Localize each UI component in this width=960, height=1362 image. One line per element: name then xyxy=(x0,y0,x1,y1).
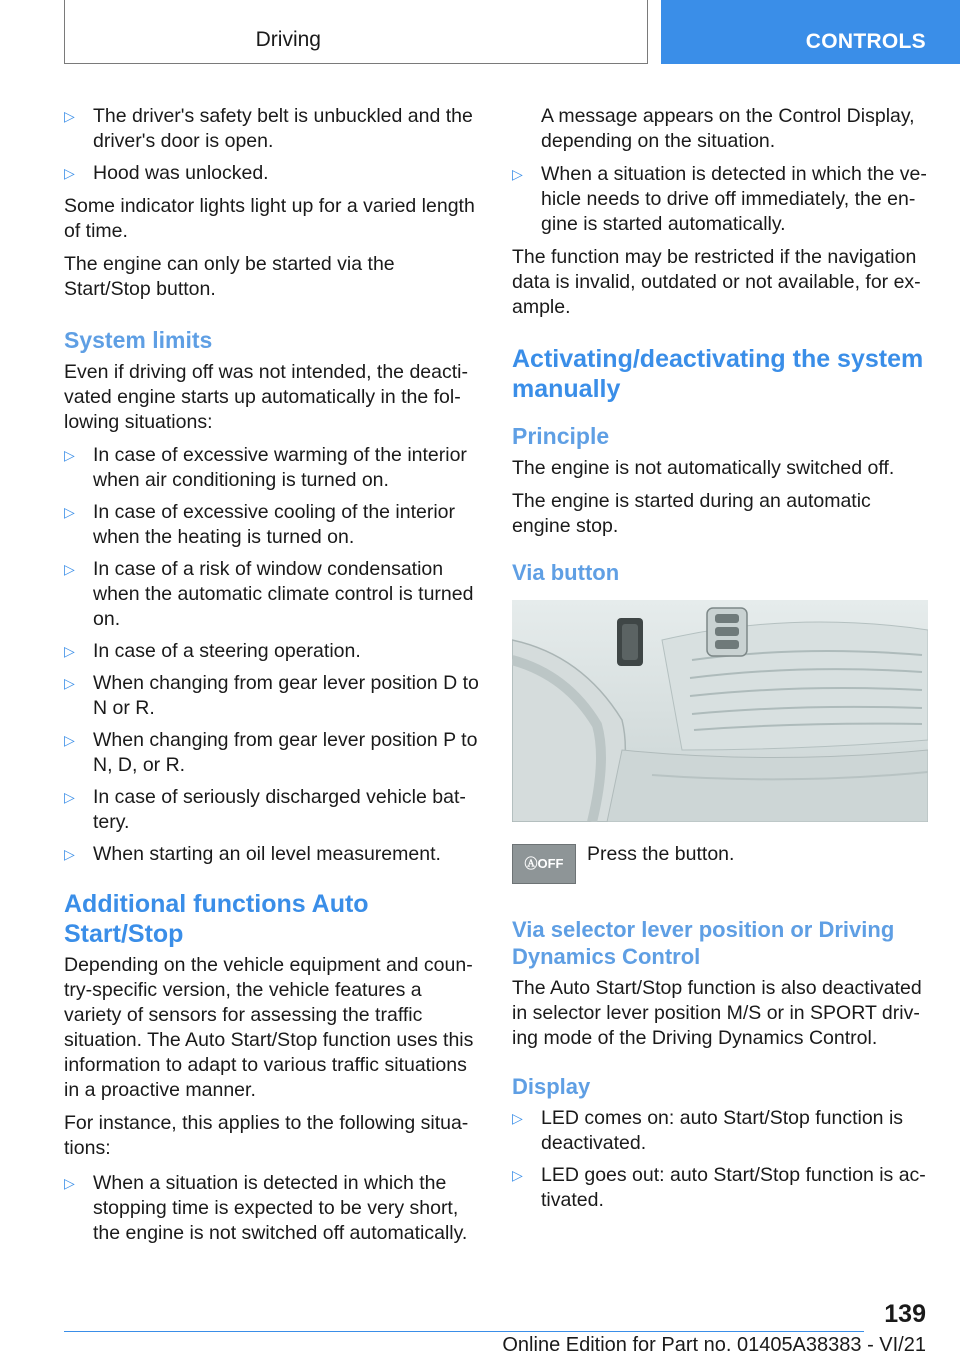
triangle-bullet-icon: ▷ xyxy=(64,643,75,659)
triangle-bullet-icon: ▷ xyxy=(64,846,75,862)
heading-system-limits: System limits xyxy=(64,327,213,353)
paragraph: The engine is not automatically switched off. xyxy=(512,457,895,479)
button-caption: Press the button. xyxy=(587,843,735,865)
paragraph: Some indicator lights light up for a varied length of time. xyxy=(64,195,475,242)
button-instruction-row xyxy=(512,844,928,894)
header-chapter-title: CONTROLS xyxy=(805,30,926,53)
triangle-bullet-icon: ▷ xyxy=(512,166,523,182)
right-column xyxy=(512,104,928,1221)
triangle-bullet-icon: ▷ xyxy=(64,504,75,520)
paragraph: The function may be restricted if the navigation data is invalid, outdated or not available, for ex-ample. xyxy=(512,246,921,318)
heading-display: Display xyxy=(512,1074,591,1099)
list-item: ▷ When changing from gear lever position D to N or R. xyxy=(64,672,479,719)
list-item: ▷ In case of excessive warming of the interior when air conditioning is turned on. xyxy=(64,444,467,491)
list-item: ▷ In case of a steering operation. xyxy=(64,640,361,662)
footer-divider xyxy=(64,1331,864,1332)
list-item: ▷ Hood was unlocked. xyxy=(64,162,269,184)
paragraph: Even if driving off was not intended, the deacti-vated engine starts up automatically in the fol-lowing situations: xyxy=(64,361,468,433)
list-item: ▷ When a situation is detected in which the ve-hicle needs to drive off immediately, the en-gine is started automatically. xyxy=(512,163,927,235)
list-item: ▷ In case of seriously discharged vehicle bat-tery. xyxy=(64,786,466,833)
bullet-list-display xyxy=(512,1106,928,1213)
triangle-bullet-icon: ▷ xyxy=(512,1110,523,1126)
triangle-bullet-icon: ▷ xyxy=(64,732,75,748)
list-item: ▷ The driver's safety belt is unbuckled and the driver's door is open. xyxy=(64,105,473,152)
dashboard-illustration-svg xyxy=(512,600,928,822)
list-item: ▷ In case of excessive cooling of the interior when the heating is turned on. xyxy=(64,501,456,548)
list-item: ▷ When changing from gear lever position P to N, D, or R. xyxy=(64,729,478,776)
page-number: 139 xyxy=(884,1300,926,1328)
triangle-bullet-icon: ▷ xyxy=(64,561,75,577)
paragraph: For instance, this applies to the following situa-tions: xyxy=(64,1112,469,1159)
dashboard-illustration xyxy=(512,600,928,822)
heading-via-button: Via button xyxy=(512,560,620,585)
footer-edition-text: Online Edition for Part no. 01405A38383 - VI/21 xyxy=(502,1334,926,1356)
bullet-list-start-conditions xyxy=(64,104,480,186)
heading-activating-deactivating: Activating/deactivating the system manually xyxy=(512,345,924,403)
heading-via-selector-lever: Via selector lever position or Driving Dynamics Control xyxy=(512,917,895,969)
auto-start-stop-off-icon: ⒶOFF xyxy=(512,844,576,884)
header-left-frame xyxy=(64,0,648,64)
triangle-bullet-icon: ▷ xyxy=(512,1167,523,1183)
heading-additional-functions: Additional functions Auto Start/Stop xyxy=(64,890,369,948)
paragraph: Depending on the vehicle equipment and coun-try-specific version, the vehicle features a variety of sensors for assessing the traffic situation. The Auto Start/Stop function uses this information to adapt to various traffic situations in a proactive manner. xyxy=(64,954,474,1101)
paragraph: The engine can only be started via the Start/Stop button. xyxy=(64,253,395,300)
bullet-list-situations-continued xyxy=(512,162,928,237)
triangle-bullet-icon: ▷ xyxy=(64,789,75,805)
continued-bullet-text: A message appears on the Control Display, depending on the situation. xyxy=(541,105,915,152)
triangle-bullet-icon: ▷ xyxy=(64,1175,75,1191)
bullet-list-situations xyxy=(64,1171,480,1246)
list-item: ▷ When a situation is detected in which the stopping time is expected to be very short, the engine is not switched off automatically. xyxy=(64,1172,468,1244)
paragraph: The engine is started during an automatic engine stop. xyxy=(512,490,871,537)
triangle-bullet-icon: ▷ xyxy=(64,675,75,691)
header-section-title: Driving xyxy=(255,28,321,51)
list-item: ▷ LED goes out: auto Start/Stop function is ac-tivated. xyxy=(512,1164,926,1211)
bullet-list-system-limits xyxy=(64,443,480,867)
triangle-bullet-icon: ▷ xyxy=(64,108,75,124)
paragraph: The Auto Start/Stop function is also deactivated in selector lever position M/S or in SPORT driv-ing mode of the Driving Dynamics Control. xyxy=(512,977,922,1049)
triangle-bullet-icon: ▷ xyxy=(64,165,75,181)
list-item: ▷ LED comes on: auto Start/Stop function is deactivated. xyxy=(512,1107,904,1154)
list-item: ▷ When starting an oil level measurement. xyxy=(64,843,441,865)
heading-principle: Principle xyxy=(512,423,610,449)
list-item: ▷ In case of a risk of window condensation when the automatic climate control is turned on. xyxy=(64,558,474,630)
left-column xyxy=(64,104,480,1254)
triangle-bullet-icon: ▷ xyxy=(64,447,75,463)
header-chapter-tab xyxy=(661,0,960,64)
